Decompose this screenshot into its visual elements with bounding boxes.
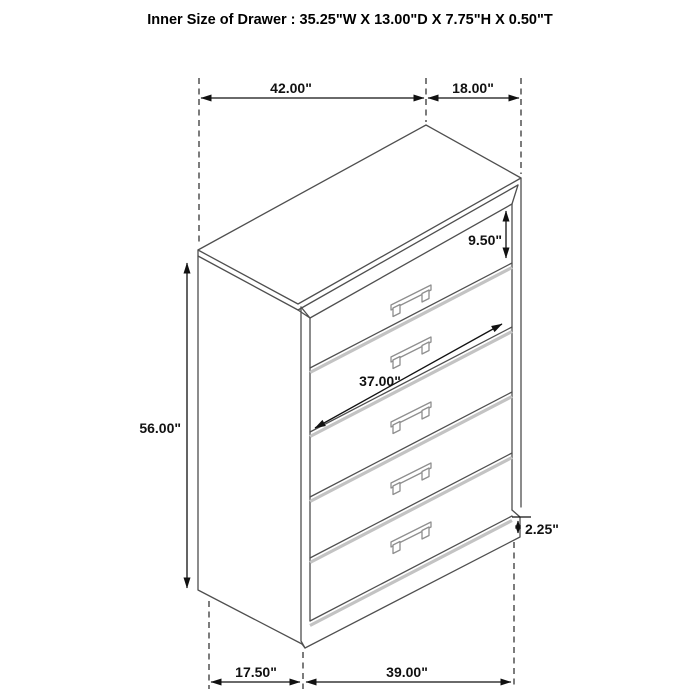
dim-base-width (306, 664, 511, 682)
chest-right-edge (512, 178, 521, 510)
dim-label-drawer-width: 37.00" (359, 373, 401, 389)
dim-top-depth (428, 80, 519, 98)
drawer-handle (391, 463, 431, 495)
drawer-divider (310, 453, 512, 558)
dim-label-top-width: 42.00" (270, 80, 312, 96)
dim-label-overall-height: 56.00" (139, 420, 181, 436)
dim-label-base-depth: 17.50" (235, 664, 277, 680)
drawer-handle (391, 522, 431, 554)
chest-top-face (198, 125, 521, 304)
drawer-handle (391, 402, 431, 434)
dim-base-height (512, 517, 559, 537)
dim-label-base-height: 2.25" (525, 521, 559, 537)
dim-label-top-drawer-height: 9.50" (468, 232, 502, 248)
chest-base (302, 510, 520, 648)
chest-left-panel (198, 250, 302, 644)
diagram-title: Inner Size of Drawer : 35.25"W X 13.00"D X 7.75"H X 0.50"T (147, 12, 553, 28)
drawer-dividers (310, 263, 512, 626)
dim-label-base-width: 39.00" (386, 664, 428, 680)
dim-overall-height (139, 263, 187, 588)
drawer-handle (391, 337, 431, 369)
drawer-divider (310, 392, 512, 497)
chest-left-front-edge (301, 307, 310, 648)
dim-label-top-depth: 18.00" (452, 80, 494, 96)
